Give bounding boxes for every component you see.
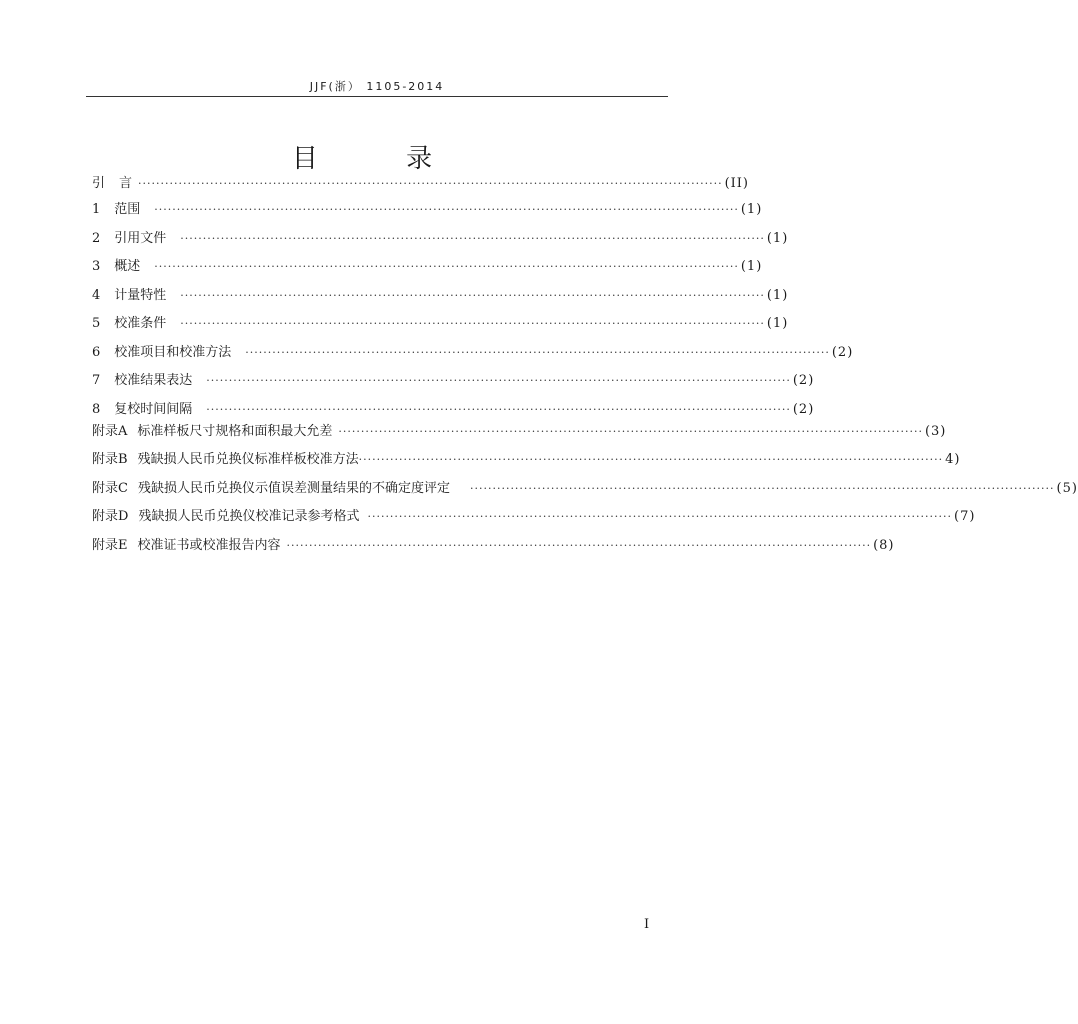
toc-entry-recalibration-interval[interactable] [92,398,815,418]
toc-entry-page: (3) [924,424,947,439]
toc-entry-page: (1) [740,202,763,217]
toc-entry-number: 4 [92,288,101,303]
toc-entry-label: 复校时间间隔 [114,402,193,417]
toc-entry-page: (1) [766,231,789,246]
leader-dots: ·································································································································· [338,425,923,438]
toc-entry-metrological-characteristics[interactable] [92,284,789,304]
header-divider [86,96,668,97]
toc-entry-appendix-c[interactable] [92,477,1078,497]
toc-entry-page: (II) [724,176,750,191]
toc-entry-number: 3 [92,259,101,274]
toc-entry-label: 计量特性 [114,288,167,303]
leader-dots: ·································································································································· [358,453,944,466]
toc-entry-label: 言 [119,176,133,191]
toc-entry-scope[interactable] [92,198,763,218]
toc-entry-label: 引用文件 [114,231,167,246]
toc-entry-number: 2 [92,231,101,246]
toc-entry-label: 校准条件 [114,316,167,331]
toc-entry-page: 4) [945,452,961,467]
toc-entry-page: (2) [792,402,815,417]
toc-entry-label: 标准样板尺寸规格和面积最大允差 [137,424,333,439]
toc-entry-page: (8) [873,538,895,553]
leader-dots: ·································································································································· [180,289,765,302]
toc-entry-label: 残缺损人民币兑换仪示值误差测量结果的不确定度评定 [137,481,450,496]
toc-entry-number: 1 [92,202,101,217]
toc-entry-page: (2) [792,373,815,388]
page-number: I [644,917,650,932]
toc-entry-calibration-items-methods[interactable] [92,341,854,361]
toc-entry-page: (1) [766,288,789,303]
leader-dots: ·································································································································· [286,539,872,552]
toc-entry-result-expression[interactable] [92,369,815,389]
toc-entry-number: 7 [92,373,101,388]
toc-entry-page: (1) [740,259,763,274]
toc-entry-page: (5) [1056,481,1078,496]
toc-entry-label: 校准证书或校准报告内容 [137,538,281,553]
toc-entry-appendix-e[interactable] [92,534,895,554]
leader-dots: ·································································································································· [154,260,739,273]
leader-dots: ·································································································································· [138,177,723,190]
toc-entry-number: 6 [92,345,101,360]
toc-entry-number: 附录A [92,424,128,439]
toc-entry-appendix-a[interactable] [92,420,947,440]
leader-dots: ·································································································································· [245,346,830,359]
toc-entry-number: 引 [92,176,106,191]
toc-entry-label: 范围 [114,202,141,217]
leader-dots: ·································································································································· [154,203,739,216]
toc-entry-label: 校准项目和校准方法 [114,345,232,360]
toc-entry-number: 8 [92,402,101,417]
toc-entry-references[interactable] [92,227,789,247]
page-title: 目 录 [291,144,473,174]
toc-entry-foreword[interactable] [92,172,750,192]
leader-dots: ·································································································································· [469,482,1055,495]
leader-dots: ·································································································································· [367,510,953,523]
leader-dots: ·································································································································· [206,403,791,416]
toc-entry-number: 附录C [92,481,128,496]
toc-entry-number: 附录B [92,452,128,467]
leader-dots: ·································································································································· [180,317,765,330]
toc-entry-calibration-conditions[interactable] [92,312,789,332]
toc-entry-label: 概述 [114,259,141,274]
toc-entry-label: 残缺损人民币兑换仪校准记录参考格式 [138,509,360,524]
toc-entry-number: 附录D [92,509,129,524]
toc-entry-label: 校准结果表达 [114,373,193,388]
toc-entry-overview[interactable] [92,255,763,275]
toc-entry-page: (7) [954,509,976,524]
toc-entry-appendix-b[interactable] [92,448,961,468]
toc-entry-page: (2) [831,345,854,360]
toc-entry-label: 残缺损人民币兑换仪标准样板校准方法 [137,452,359,467]
leader-dots: ·································································································································· [180,232,765,245]
document-code-header: JJF(浙） 1105-2014 [309,80,445,93]
toc-entry-appendix-d[interactable] [92,505,976,525]
toc-entry-number: 5 [92,316,101,331]
toc-entry-number: 附录E [92,538,128,553]
toc-entry-page: (1) [766,316,789,331]
leader-dots: ·································································································································· [206,374,791,387]
